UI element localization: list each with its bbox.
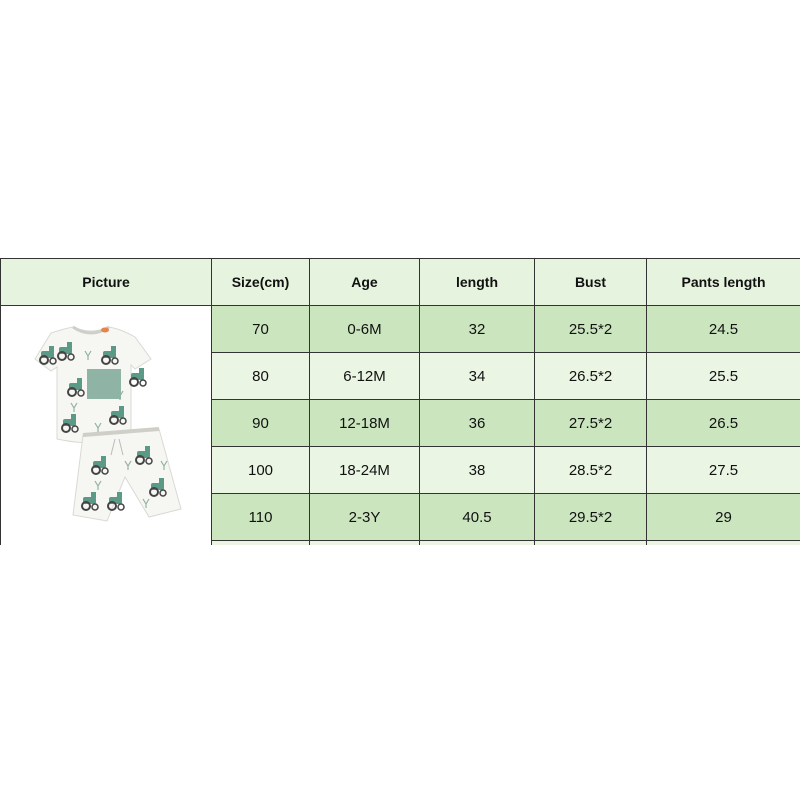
cell-pants-length: 26.5 <box>647 400 800 447</box>
header-age: Age <box>310 259 420 306</box>
cell-pants-length: 25.5 <box>647 353 800 400</box>
cell-length: 32 <box>420 306 535 353</box>
cell-size: 90 <box>212 400 310 447</box>
picture-cell <box>1 306 212 546</box>
cell-age: 6-12M <box>310 353 420 400</box>
cell-pants-length: 24.5 <box>647 306 800 353</box>
table-row <box>1 306 800 353</box>
cell-size: 100 <box>212 447 310 494</box>
cell-age: 12-18M <box>310 400 420 447</box>
cell-length: 34 <box>420 353 535 400</box>
cell-bust: 25.5*2 <box>535 306 647 353</box>
header-length: length <box>420 259 535 306</box>
header-pants-length: Pants length <box>647 259 800 306</box>
header-row <box>1 259 800 306</box>
cell-age: 18-24M <box>310 447 420 494</box>
cell-length: 36 <box>420 400 535 447</box>
header-picture: Picture <box>1 259 212 306</box>
cell-size: 110 <box>212 494 310 541</box>
cell-bust: 29.5*2 <box>535 494 647 541</box>
cell-age: 2-3Y <box>310 494 420 541</box>
cell-bust: 26.5*2 <box>535 353 647 400</box>
header-bust: Bust <box>535 259 647 306</box>
cell-bust: 28.5*2 <box>535 447 647 494</box>
cell-pants-length: 29 <box>647 494 800 541</box>
cell-length: 40.5 <box>420 494 535 541</box>
size-chart-table <box>0 258 800 545</box>
cell-length: 38 <box>420 447 535 494</box>
cell-age: 0-6M <box>310 306 420 353</box>
cell-pants-length: 27.5 <box>647 447 800 494</box>
cell-size: 80 <box>212 353 310 400</box>
header-size: Size(cm) <box>212 259 310 306</box>
cell-size: 70 <box>212 306 310 353</box>
tractor-print-outfit-icon <box>11 311 201 541</box>
cell-bust: 27.5*2 <box>535 400 647 447</box>
